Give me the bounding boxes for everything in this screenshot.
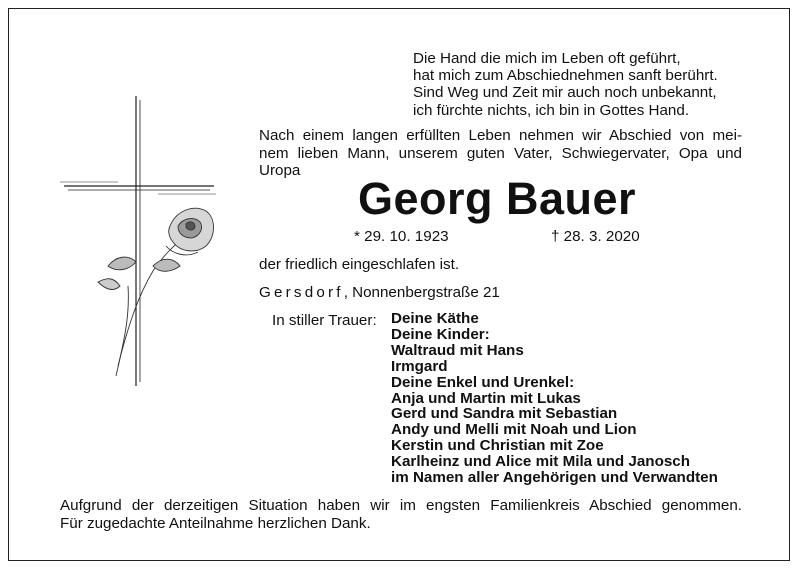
- death-date: † 28. 3. 2020: [551, 228, 640, 245]
- mourner-line: Waltraud mit Hans: [391, 341, 524, 359]
- mourner-line: im Namen aller Angehörigen und Verwandten: [391, 469, 718, 487]
- mourner-line: Karlheinz und Alice mit Mila und Janosch: [391, 453, 691, 471]
- intro-line: nem lieben Mann, unserem guten Vater, Schwiegervater, Opa und: [259, 144, 742, 162]
- mourner-line: Andy und Melli mit Noah und Lion: [391, 421, 637, 439]
- cross-rose-artwork: [58, 96, 228, 401]
- poem-line: Die Hand die mich im Leben oft geführt,: [413, 50, 681, 67]
- poem: [413, 50, 718, 119]
- intro-line: Uropa: [259, 162, 301, 179]
- footer-text: [60, 497, 742, 532]
- mourner-line: Kerstin und Christian mit Zoe: [391, 437, 604, 455]
- intro-line: Nach einem langen erfüllten Leben nehmen wir Abschied von mei-: [259, 127, 742, 144]
- mourner-line: Deine Enkel und Urenkel:: [391, 373, 575, 391]
- mourner-line: Gerd und Sandra mit Sebastian: [391, 405, 618, 423]
- mourner-line: Irmgard: [391, 357, 448, 375]
- address-street: , Nonnenbergstraße 21: [343, 284, 500, 301]
- rose-icon: [98, 208, 214, 376]
- poem-line: hat mich zum Abschiednehmen sanft berührt.: [413, 67, 718, 85]
- address: [259, 284, 500, 301]
- poem-line: Sind Weg und Zeit mir auch noch unbekannt,: [413, 84, 717, 102]
- birth-date: * 29. 10. 1923: [354, 228, 449, 245]
- peaceful-text: der friedlich eingeschlafen ist.: [259, 256, 460, 273]
- mourner-line: Anja und Martin mit Lukas: [391, 389, 581, 407]
- footer-line: Aufgrund der derzeitigen Situation haben wir im engsten Familienkreis Abschied genommen.: [60, 497, 742, 514]
- address-town: Gersdorf: [259, 284, 344, 301]
- mourners-list: [391, 311, 718, 486]
- poem-line: ich fürchte nichts, ich bin in Gottes Hand.: [413, 101, 690, 119]
- mourning-label: In stiller Trauer:: [272, 312, 377, 329]
- mourner-line: Deine Kinder:: [391, 325, 490, 343]
- footer-line: Für zugedachte Anteilnahme herzlichen Dank.: [60, 514, 371, 532]
- mourner-line: Deine Käthe: [391, 310, 479, 327]
- deceased-name: Georg Bauer: [357, 173, 637, 224]
